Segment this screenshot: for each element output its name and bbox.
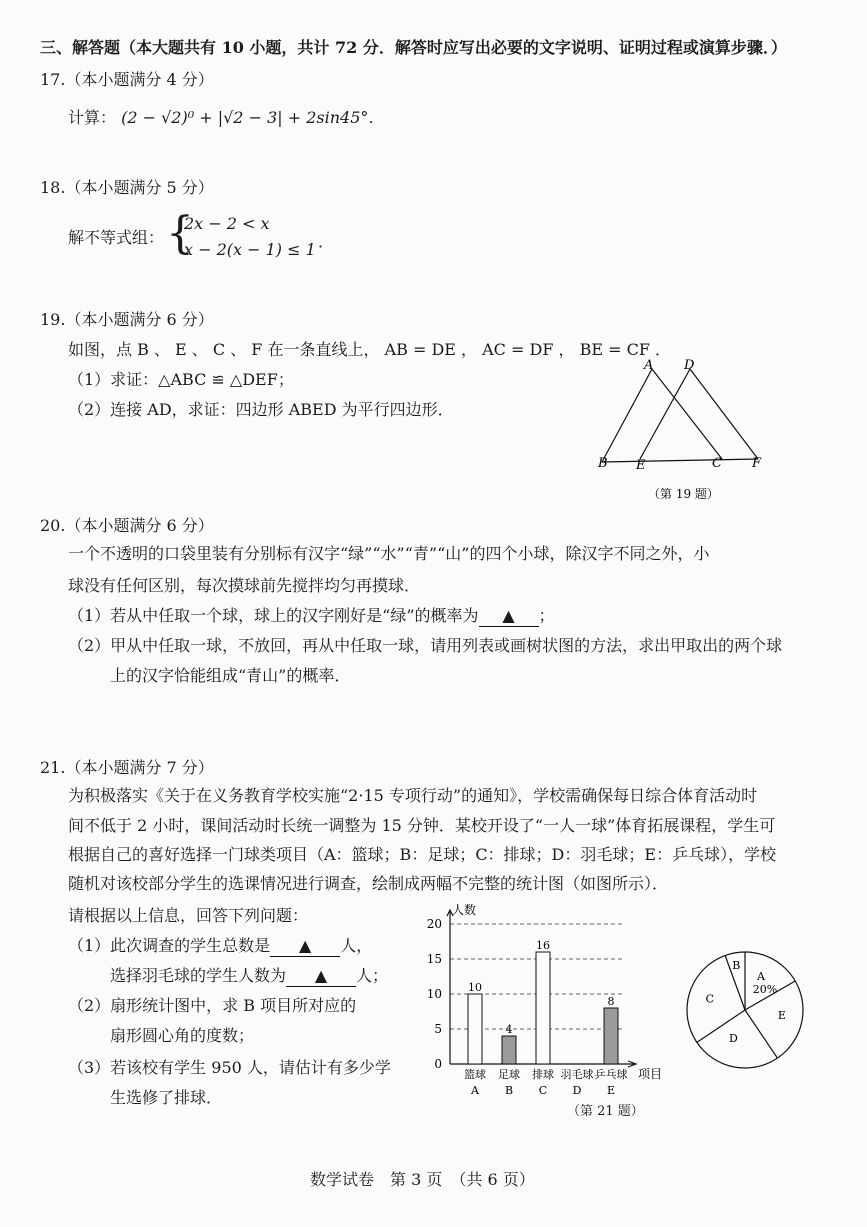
bar-A <box>468 994 482 1064</box>
q20-line2: 球没有任何区别，每次摸球前先搅拌均匀再摸球． <box>68 576 421 595</box>
label-c: C <box>712 456 722 471</box>
x-tick-label: 羽毛球 <box>560 1068 594 1081</box>
q18-header: 18.（本小题满分 5 分） <box>40 178 214 197</box>
q21-part1b <box>110 966 388 987</box>
bar-value-label: 10 <box>468 981 482 994</box>
pie-label-B: B <box>732 958 741 972</box>
q19-header: 19.（本小题满分 6 分） <box>40 310 214 329</box>
x-tick-label: 排球 <box>532 1068 554 1081</box>
bar-value-label: 16 <box>536 939 550 952</box>
x-tick-label: 篮球 <box>464 1068 486 1081</box>
y-tick-label: 15 <box>426 952 442 966</box>
q18-prompt: 解不等式组： <box>68 228 165 247</box>
q19-part1: （1）求证：△ABC ≌ △DEF； <box>68 370 294 389</box>
page-footer: 数学试卷 第 3 页 （共 6 页） <box>310 1170 535 1189</box>
q21-part1b-end: 人； <box>356 966 389 985</box>
q20-part1 <box>68 606 555 627</box>
q20-part2-line2: 上的汉字恰能组成“青山”的概率． <box>110 666 351 685</box>
q21-line3: 根据自己的喜好选择一门球类项目（A：篮球；B：足球；C：排球；D：羽毛球；E：乒乓球），学校 <box>68 845 777 864</box>
q17-header: 17.（本小题满分 4 分） <box>40 70 214 89</box>
pie-label-C: C <box>705 992 714 1006</box>
q18-line2: x − 2(x − 1) ≤ 1 <box>184 240 316 259</box>
pie-label-E: E <box>777 1009 786 1023</box>
q21-part2b: 扇形圆心角的度数； <box>110 1026 255 1045</box>
x-tick-code: E <box>606 1084 616 1097</box>
x-tick-label: 乒乓球 <box>594 1068 628 1081</box>
q21-badminton-blank: ▲ <box>286 966 356 987</box>
bar-value-label: 8 <box>607 995 615 1008</box>
q20-part1-blank: ▲ <box>479 606 539 627</box>
section-heading: 三、解答题（本大题共有 10 小题，共计 72 分．解答时应写出必要的文字说明、证明过程或演算步骤．） <box>40 38 787 57</box>
q21-line1: 为积极落实《关于在义务教育学校实施“2·15 专项行动”的通知》，学校需确保每日综合体育活动时 <box>68 786 758 805</box>
x-tick-code: B <box>504 1084 514 1097</box>
q21-part3a: （3）若该校有学生 950 人，请估计有多少学 <box>68 1058 391 1077</box>
x-tick-label: 足球 <box>498 1068 520 1081</box>
x-tick-code: C <box>538 1084 548 1097</box>
q21-total-blank: ▲ <box>270 936 340 957</box>
q17-body <box>68 108 384 128</box>
label-b: B <box>598 456 608 471</box>
q21-part2a: （2）扇形统计图中，求 B 项目所对应的 <box>68 996 357 1015</box>
label-d: D <box>684 358 695 373</box>
pie-label-D: D <box>728 1031 738 1045</box>
bar-B <box>502 1036 516 1064</box>
y-tick-label: 5 <box>434 1022 442 1036</box>
q18-brace: { <box>166 208 194 259</box>
x-tick-code: A <box>471 1084 479 1097</box>
label-f: F <box>752 456 762 471</box>
q19-figure <box>590 355 770 505</box>
q17-expression: (2 − √2)⁰ + |√2 − 3| + 2sin45°． <box>121 108 385 127</box>
q21-part1a <box>68 936 372 957</box>
q20-part2-line1: （2）甲从中任取一球，不放回，再从中任取一球，请用列表或画树状图的方法，求出甲取出的两个球 <box>68 636 783 655</box>
q21-line2: 间不低于 2 小时，课间活动时长统一调整为 15 分钟．某校开设了“一人一球”体育拓展课程，学生可 <box>68 816 776 835</box>
bar-E <box>604 1008 618 1064</box>
seg-ac <box>652 369 722 459</box>
q20-part1-end: ； <box>538 606 555 625</box>
q21-part1b-text: 选择羽毛球的学生人数为 <box>110 966 287 985</box>
q21-header: 21.（本小题满分 7 分） <box>40 758 214 777</box>
q18-end: ． <box>318 232 335 251</box>
q19-part2: （2）连接 AD，求证：四边形 ABED 为平行四边形． <box>68 400 454 419</box>
q21-part3b: 生选修了排球． <box>110 1088 223 1107</box>
y-tick-label: 10 <box>426 987 442 1001</box>
figure21-caption: （第 21 题） <box>567 1104 644 1119</box>
q21-part1a-end: 人， <box>340 936 373 955</box>
figure19-caption: （第 19 题） <box>648 487 719 501</box>
x-axis-title: 项目 <box>638 1067 663 1081</box>
q21-line4: 随机对该校部分学生的选课情况进行调查，绘制成两幅不完整的统计图（如图所示）． <box>68 874 669 893</box>
label-e: E <box>636 458 646 473</box>
y-tick-label: 0 <box>434 1057 442 1071</box>
seg-df <box>690 369 758 459</box>
x-tick-code: D <box>572 1084 582 1097</box>
q21-intro: 请根据以上信息，回答下列问题： <box>68 906 309 925</box>
q20-part1-text: （1）若从中任取一个球，球上的汉字刚好是“绿”的概率为 <box>68 606 479 625</box>
y-tick-label: 20 <box>426 917 442 931</box>
q18-line1: 2x − 2 < x <box>184 214 270 233</box>
bar-value-label: 4 <box>505 1023 513 1036</box>
bar-C <box>536 952 550 1064</box>
q20-line1: 一个不透明的口袋里装有分别标有汉字“绿”“水”“青”“山”的四个小球，除汉字不同之外，小 <box>68 544 710 563</box>
q17-prompt: 计算： <box>68 108 117 127</box>
bar-chart <box>420 900 663 1100</box>
pie-chart <box>680 945 810 1075</box>
label-a: A <box>644 358 654 373</box>
q21-part1a-text: （1）此次调查的学生总数是 <box>68 936 271 955</box>
q20-header: 20.（本小题满分 6 分） <box>40 516 214 535</box>
seg-bf <box>602 459 758 462</box>
pie-note-A: 20% <box>752 982 778 996</box>
seg-ab <box>602 369 652 462</box>
q19-statement: 如图，点 B 、 E 、 C 、 F 在一条直线上， AB = DE ， AC = DF ， BE = CF ． <box>68 340 672 359</box>
seg-de <box>640 369 690 459</box>
pie-label-A: A <box>756 969 765 983</box>
y-axis-title: 人数 <box>452 903 477 917</box>
